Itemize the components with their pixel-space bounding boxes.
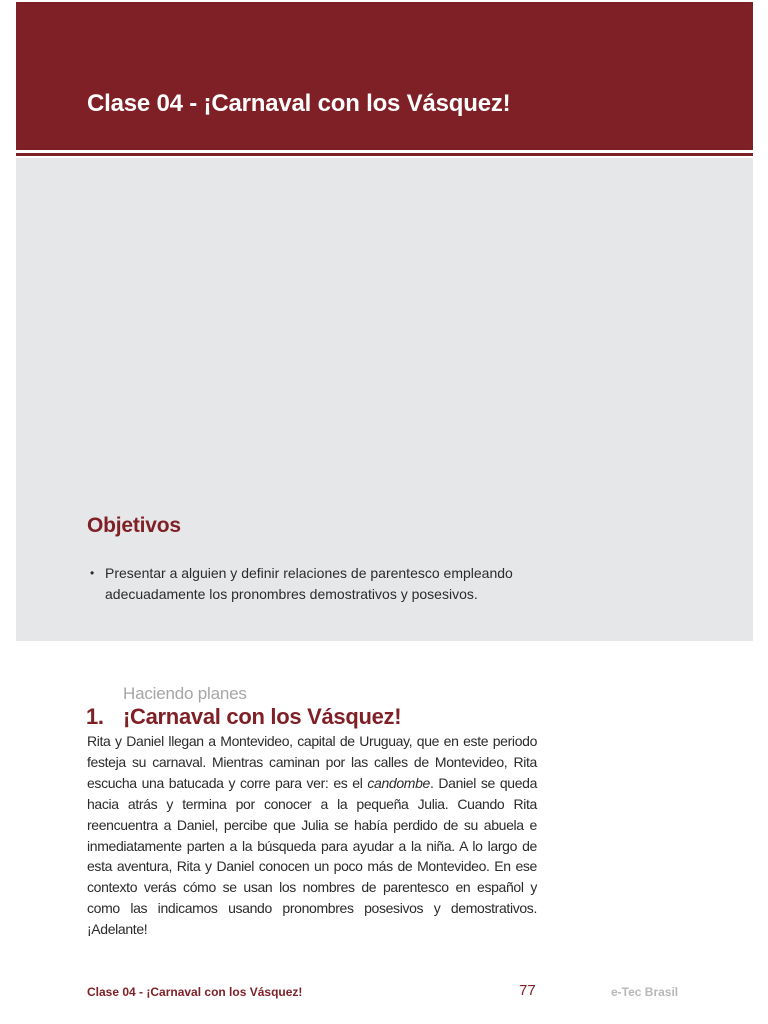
paragraph-emphasis: candombe (367, 774, 430, 791)
objective-text: Presentar a alguien y definir relaciones de parentesco empleando adecuadamente los pronombres demostrativos y posesivos. (105, 565, 513, 602)
section-title: ¡Carnaval con los Vásquez! (123, 704, 402, 729)
footer-chapter-title: Clase 04 - ¡Carnaval con los Vásquez! (87, 985, 303, 999)
header-band (16, 2, 753, 150)
paragraph-text-after: . Daniel se queda hacia atrás y termina por conocer a la pequeña Julia. Cuando Rita reencuentra a Daniel, percibe que Julia se había perdido de su abuela e inmediatamente parten a la búsqueda para ayudar a la niña. A lo largo de esta aventura, Rita y Daniel conocen un poco más de Montevideo. En ese contexto verás cómo se usan los nombres de parentesco en español y como las indicamos usando pronombres posesivos y demostrativos. ¡Adelante! (87, 774, 538, 938)
body-paragraph (87, 731, 537, 940)
page-number: 77 (519, 982, 536, 999)
section-subtitle: Haciendo planes (123, 684, 247, 703)
page-title: Clase 04 - ¡Carnaval con los Vásquez! (87, 90, 511, 117)
paragraph-text-before: Rita y Daniel llegan a Montevideo, capital de Uruguay, que en este periodo festeja su carnaval. Mientras caminan por las calles de Montevideo, Rita escucha una batucada y corre para ver: es el (87, 733, 537, 791)
objective-item (87, 563, 527, 604)
section-number: 1. (86, 704, 104, 729)
objectives-list (87, 563, 527, 604)
bullet-icon: • (90, 566, 95, 580)
section-heading (86, 704, 401, 730)
header-rule (16, 153, 753, 156)
footer-publisher: e-Tec Brasil (611, 985, 679, 999)
objectives-heading: Objetivos (87, 514, 181, 537)
